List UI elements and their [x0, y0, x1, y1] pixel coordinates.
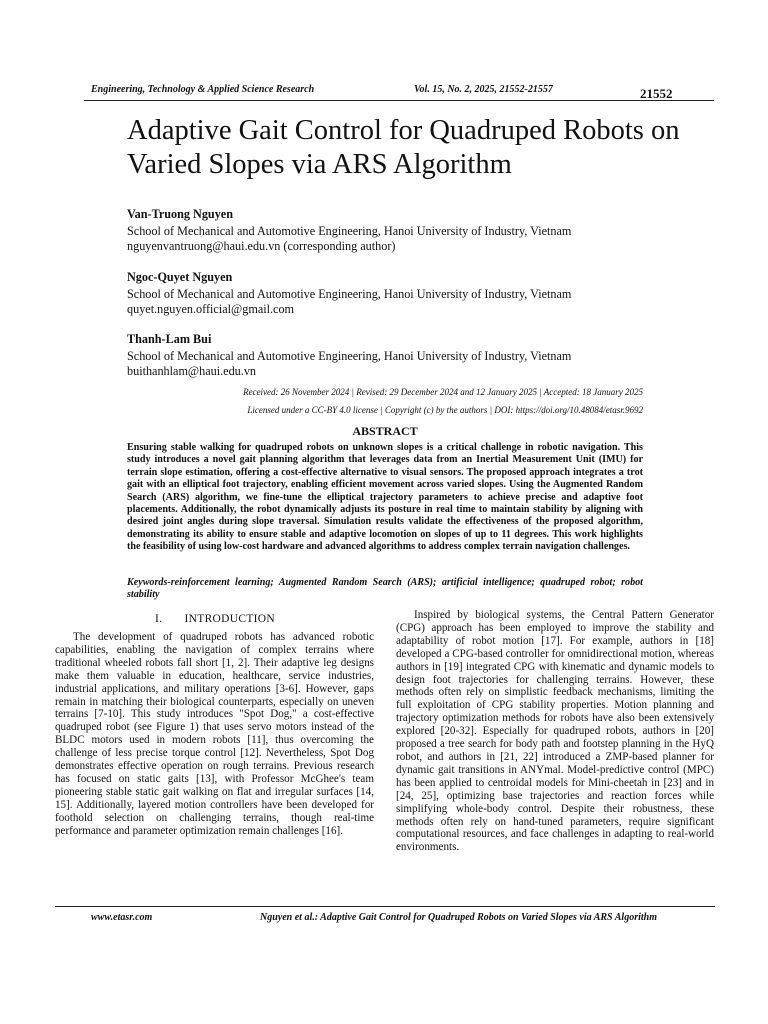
author-block-1: [127, 207, 727, 255]
intro-paragraph-left: The development of quadruped robots has advanced robotic capabilities, enabling the navigation of complex terrains where traditional wheeled robots fall short [1, 2]. Their adaptive leg designs make them valuable in education, healthcare, service industries, industrial applications, and military operations [3-6]. However, gaps remain in matching their biological counterparts, especially on uneven terrains [7-10]. This study introduces "Spot Dog," a cost-effective quadruped robot (see Figure 1) that uses servo motors instead of the BLDC motors used in modern robots [11], thus overcoming the challenge of less precise torque control [12]. Nevertheless, Spot Dog demonstrates effective operation on rough terrains. Previous research has focused on static gaits [13], with Professor McGhee's team pioneering stable static gait walking on flat and irregular surfaces [14, 15]. Additionally, layered motion controllers have been developed for foothold selection on challenging terrains, though real-time performance and parameter optimization remain challenges [16].: [55, 631, 374, 837]
header-divider: [84, 100, 714, 101]
submission-dates: Received: 26 November 2024 | Revised: 29 December 2024 and 12 January 2025 | Accepted: 18 January 2025: [243, 387, 643, 397]
keywords: Keywords-reinforcement learning; Augmented Random Search (ARS); artificial intelligence; quadruped robot; robot stability: [127, 577, 643, 601]
author-name: Van-Truong Nguyen: [127, 207, 233, 221]
author-email: buithanhlam@haui.edu.vn: [127, 364, 257, 378]
author-name: Ngoc-Quyet Nguyen: [127, 270, 233, 284]
paper-title: Adaptive Gait Control for Quadruped Robots on Varied Slopes via ARS Algorithm: [127, 115, 680, 180]
author-affiliation: School of Mechanical and Automotive Engineering, Hanoi University of Industry, Vietnam: [127, 286, 572, 301]
author-affiliation: School of Mechanical and Automotive Engineering, Hanoi University of Industry, Vietnam: [127, 348, 572, 363]
footer-website: www.etasr.com: [91, 912, 153, 923]
author-name: Thanh-Lam Bui: [127, 332, 212, 346]
author-affiliation: School of Mechanical and Automotive Engineering, Hanoi University of Industry, Vietnam: [127, 223, 572, 238]
author-block-3: [127, 332, 727, 380]
footer-citation: Nguyen et al.: Adaptive Gait Control for Quadruped Robots on Varied Slopes via ARS Algorithm: [260, 912, 657, 923]
intro-paragraph-right: Inspired by biological systems, the Central Pattern Generator (CPG) approach has been employed to improve the stability and adaptability of robot motion [17]. For example, authors in [18] developed a CPG-based controller for omnidirectional motion, whereas authors in [19] integrated CPG with kinematic and dynamic models to design foot trajectories for challenging terrains. However, these methods often rely on simplistic feedback mechanisms, limiting the full exploitation of CPG stability properties. Motion planning and trajectory optimization methods for robots have also been extensively explored [20-32]. Especially for quadruped robots, authors in [20] proposed a tree search for body path and footstep planning in the HyQ robot, and authors in [21, 22] introduced a ZMP-based planner for dynamic gait transitions in ANYmal. Model-predictive control (MPC) has been applied to centroidal models for Mini-cheetah in [23] and in [24, 25], optimizing base trajectories and reaction forces while simplifying whole-body control. Despite their robustness, these methods often rely on hand-tuned parameters, require significant computational resources, and face challenges in adapting to real-world environments.: [396, 609, 714, 854]
abstract-heading: ABSTRACT: [352, 424, 418, 438]
author-email: nguyenvantruong@haui.edu.vn (corresponding author): [127, 239, 396, 253]
page-number: 21552: [640, 86, 673, 101]
footer-divider: [55, 906, 715, 907]
journal-name: Engineering, Technology & Applied Science Research: [91, 84, 315, 95]
section-heading-introduction: I. INTRODUCTION: [154, 613, 275, 625]
author-email: quyet.nguyen.official@gmail.com: [127, 302, 295, 316]
volume-info: Vol. 15, No. 2, 2025, 21552-21557: [414, 84, 553, 95]
author-block-2: [127, 270, 727, 318]
license-doi: Licensed under a CC-BY 4.0 license | Copyright (c) by the authors | DOI: https://doi.org/10.48084/etasr.9692: [247, 405, 643, 415]
abstract-text: Ensuring stable walking for quadruped robots on unknown slopes is a critical challenge in robotic navigation. This study introduces a novel gait planning algorithm that leverages data from an Inertial Measurement Unit (IMU) for terrain slope estimation, offering a cost-effective alternative to visual sensors. The proposed approach integrates a trot gait with an elliptical foot trajectory, enabling efficient movement across varied slopes. Using the Augmented Random Search (ARS) algorithm, we fine-tune the elliptical trajectory parameters to achieve precise and adaptive foot placements. Additionally, the robot dynamically adjusts its posture in real time to maintain stability by aligning with desired joint angles during slope traversal. Simulation results validate the effectiveness of the proposed algorithm, demonstrating its ability to ensure stable and adaptive locomotion on slopes of up to 11 degrees. This work highlights the feasibility of using low-cost hardware and advanced algorithms to address complex terrain navigation challenges.: [127, 442, 643, 553]
